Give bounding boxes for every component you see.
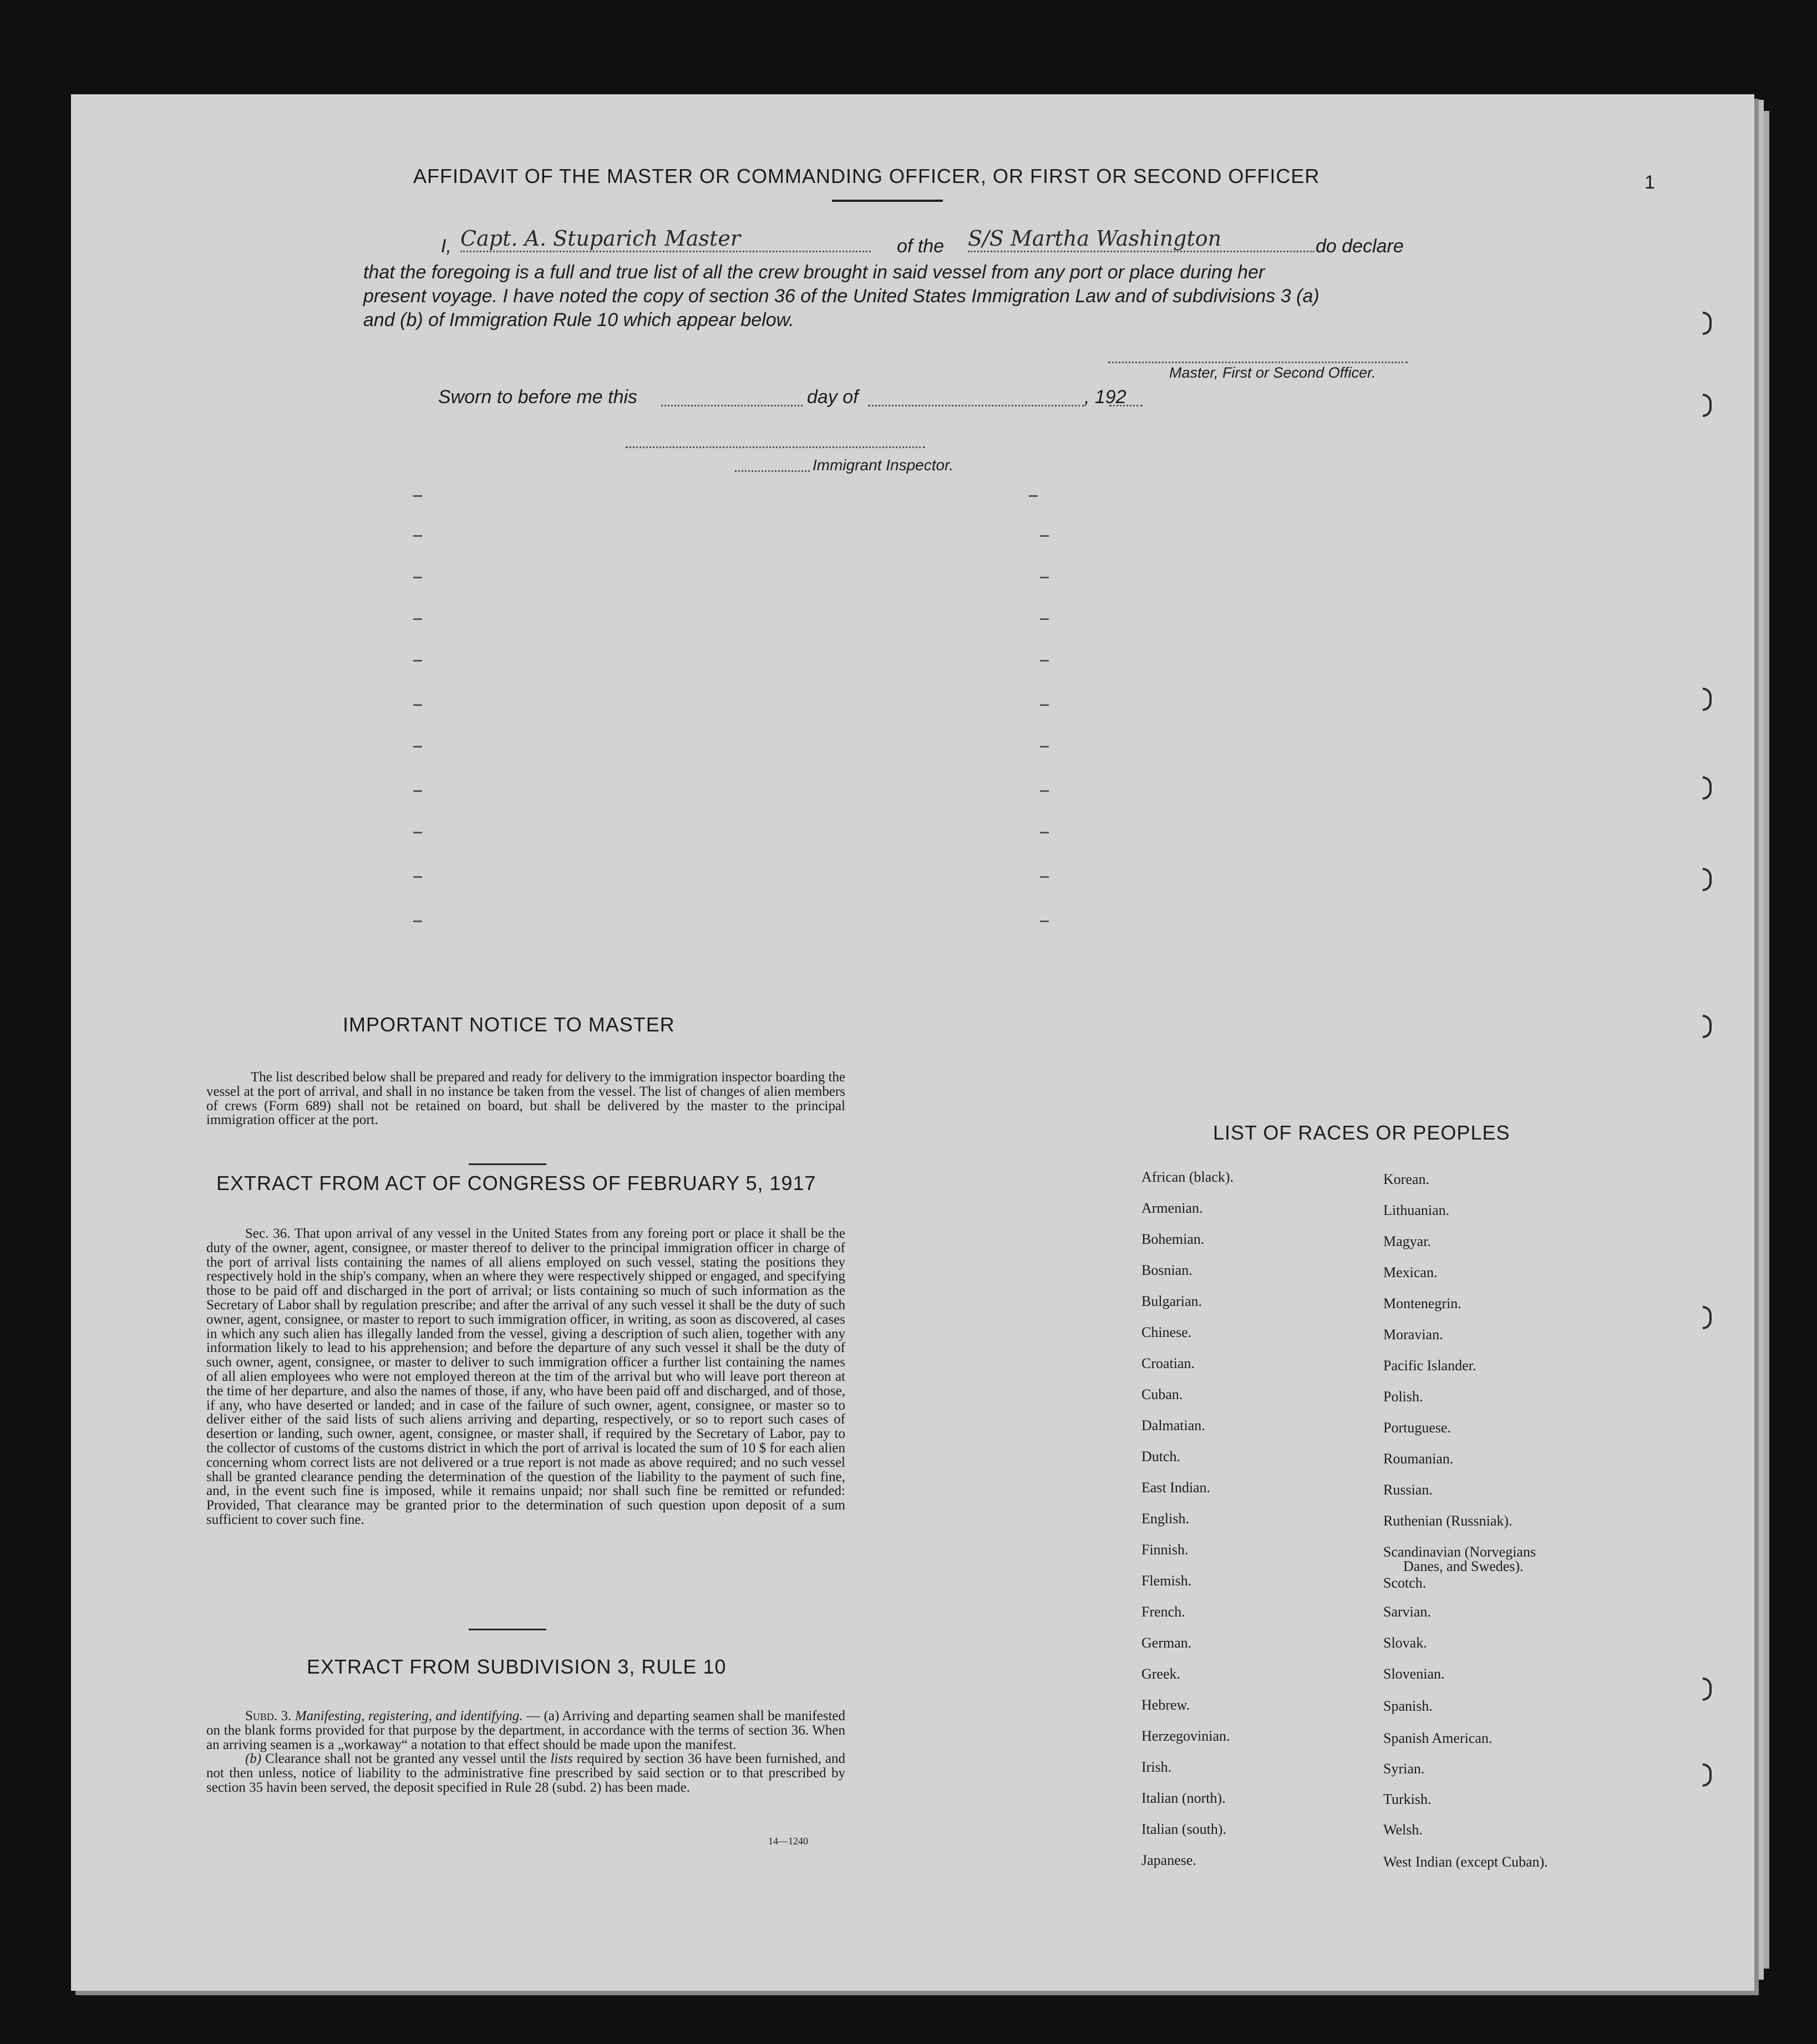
race-item: French.	[1141, 1604, 1185, 1620]
race-item: Welsh.	[1383, 1822, 1423, 1838]
year-line	[1109, 405, 1143, 406]
rule-body	[206, 1709, 845, 1795]
race-item: Italian (south).	[1141, 1821, 1227, 1837]
notice-title: IMPORTANT NOTICE TO MASTER	[343, 1013, 675, 1036]
race-item: West Indian (except Cuban).	[1383, 1854, 1548, 1870]
race-item: Magyar.	[1383, 1233, 1431, 1249]
race-item: German.	[1141, 1635, 1192, 1651]
race-item: Portuguese.	[1383, 1420, 1451, 1436]
race-item: Scandinavian (Norvegians	[1383, 1544, 1536, 1560]
race-item: Roumanian.	[1383, 1451, 1454, 1467]
race-item: East Indian.	[1141, 1479, 1211, 1496]
affidavit-do-declare: do declare	[1316, 236, 1404, 257]
subd-b-text: required by section 36 have been furnished, and not then unless, notice of liability to the administrative fine prescribed by said section or to that prescribed by section 35 havin been served, the deposit specified in Rule 28 (subd. 2) has been made.	[206, 1751, 846, 1795]
race-item: Lithuanian.	[1383, 1202, 1450, 1218]
sworn-text: Sworn to before me this	[438, 387, 638, 408]
race-item: Greek.	[1141, 1666, 1181, 1682]
race-item: Cuban.	[1141, 1386, 1183, 1402]
race-item: Spanish.	[1383, 1698, 1433, 1714]
notice-body: The list described below shall be prepared and ready for delivery to the immigration inspector boarding the vessel at the port of arrival, and shall in no instance be taken from the vessel. The list of changes of alien members of crews (Form 689) shall not be retained on board, but shall be delivered by the master to the principal immigration officer at the port.	[206, 1070, 845, 1128]
race-item: Korean.	[1383, 1171, 1430, 1187]
race-item: Montenegrin.	[1383, 1295, 1461, 1311]
race-item: Polish.	[1383, 1389, 1423, 1405]
divider	[469, 1163, 546, 1165]
divider	[469, 1629, 546, 1630]
subd-b-label: (b)	[245, 1751, 262, 1767]
document-page	[71, 94, 1754, 1991]
race-item: Danes, and Swedes).	[1403, 1558, 1524, 1574]
inspector-signature-line	[626, 446, 925, 448]
race-item: Italian (north).	[1141, 1790, 1226, 1806]
affidavit-title: AFFIDAVIT OF THE MASTER OR COMMANDING OFFICER, OR FIRST OR SECOND OFFICER	[413, 165, 1320, 187]
race-item: Slovenian.	[1383, 1666, 1445, 1682]
divider	[832, 200, 943, 202]
signature-caption: Master, First or Second Officer.	[1169, 364, 1376, 381]
inspector-dotline	[735, 470, 810, 472]
subd-label: Subd. 3.	[245, 1709, 292, 1723]
race-item: Croatian.	[1141, 1355, 1195, 1371]
race-item: Slovak.	[1383, 1635, 1427, 1651]
subd-b-text: Clearance shall not be granted any vessel until the	[265, 1751, 547, 1767]
race-item: Irish.	[1141, 1759, 1172, 1775]
year-text: , 192	[1084, 387, 1126, 408]
inspector-caption: Immigrant Inspector.	[813, 456, 954, 474]
race-item: Herzegovinian.	[1141, 1728, 1230, 1744]
master-name-handwritten: Capt. A. Stuparich Master	[460, 226, 871, 252]
form-number: 14—1240	[768, 1835, 808, 1847]
affidavit-line: that the foregoing is a full and true list of all the crew brought in said vessel from any port or place during her	[363, 262, 1265, 283]
race-item: Bosnian.	[1141, 1262, 1192, 1278]
act-title: EXTRACT FROM ACT OF CONGRESS OF FEBRUARY 5, 1917	[216, 1172, 816, 1194]
race-item: Ruthenian (Russniak).	[1383, 1513, 1513, 1529]
race-item: Bohemian.	[1141, 1231, 1205, 1247]
race-item: Pacific Islander.	[1383, 1357, 1476, 1374]
race-item: Japanese.	[1141, 1852, 1196, 1868]
race-item: Flemish.	[1141, 1573, 1192, 1589]
affidavit-line: present voyage. I have noted the copy of section 36 of the United States Immigration Law and of subdivisions 3 (a)	[363, 286, 1319, 307]
subd-heading: Manifesting, registering, and identifying.	[295, 1709, 523, 1723]
race-item: Armenian.	[1141, 1200, 1203, 1216]
race-item: Sarvian.	[1383, 1604, 1431, 1620]
race-item: Turkish.	[1383, 1791, 1432, 1807]
race-item: Moravian.	[1383, 1326, 1443, 1343]
subd-b-lists: lists	[550, 1751, 573, 1767]
sworn-day-line	[661, 405, 803, 406]
act-body: Sec. 36. That upon arrival of any vessel in the United States from any foreing port or place it shall be the duty of the owner, agent, consignee, or master thereof to deliver to the principal immigration officer in charge of the port of arrival lists containing the names of all aliens employed on such vessel, stating the positions they respectively hold in the ship's company, when an where they were respectively shipped or engaged, and specifying those to be paid off and discharged in the port of arrival; or lists containing so much of such information as the Secretary of Labor shall by regulation prescribe; and after the arrival of any such vessel it shall be the duty of such owner, agent, consignee, or master to report to such immigration officer, in writing, as soon as discovered, al cases in which any such alien has illegally landed from the vessel, giving a description of such alien, together with any information likely to lead to his apprehension; and before the departure of any such vessel it shall be the duty of such owner, agent, consignee, or master to deliver to such immigration officer a further list containing the names of all alien employees who were not employed thereon at the tim of the arrival but who will leave port thereon at the time of her departure, and also the names of those, if any, who have been paid off and discharged, and of those, if any, who have deserted or landed; and in case of the failure of such owner, agent, consignee, or master so to deliver either of the said lists of such aliens arriving and departing, respectively, or so to report such cases of desertion or landing, such owner, agent, consignee, or master shall, if required by the Secretary of Labor, pay to the collector of customs of the customs district in which the port of arrival is located the sum of 10 $ for each alien concerning whom correct lists are not delivered or a true report is not made as above required; and no such vessel shall be granted clearance pending the determination of the question of the liability to the payment of such fine, and, in the event such fine is imposed, while it remains unpaid; nor shall such fine be remitted or refunded: Provided, That clearance may be granted prior to the determination of such question upon deposit of a sum sufficient to cover such fine.	[206, 1226, 845, 1527]
race-item: Spanish American.	[1383, 1730, 1493, 1746]
page-mark: 1	[1645, 172, 1655, 193]
race-item: Dalmatian.	[1141, 1417, 1205, 1433]
race-item: Russian.	[1383, 1482, 1433, 1498]
affidavit-i: I,	[441, 236, 451, 257]
affidavit-line: and (b) of Immigration Rule 10 which appear below.	[363, 309, 794, 331]
race-item: Mexican.	[1383, 1264, 1438, 1280]
sworn-month-line	[868, 405, 1084, 406]
subd-a-text: — (a) Arriving and departing seamen shall be manifested on the blank forms provided for that purpose by the department, in accordance with the terms of section 36. When an arriving seamen is a „workaway“ a notation to that effect should be made upon the manifest.	[206, 1709, 845, 1752]
race-item: Finnish.	[1141, 1542, 1189, 1558]
race-item: African (black).	[1141, 1169, 1234, 1185]
race-item: Syrian.	[1383, 1761, 1425, 1777]
day-of-text: day of	[807, 387, 859, 408]
rule-title: EXTRACT FROM SUBDIVISION 3, RULE 10	[307, 1655, 727, 1678]
race-item: Dutch.	[1141, 1448, 1181, 1465]
race-item: Hebrew.	[1141, 1697, 1190, 1713]
signature-line	[1108, 362, 1408, 363]
race-item: Bulgarian.	[1141, 1293, 1202, 1309]
race-item: English.	[1141, 1511, 1189, 1527]
race-item: Chinese.	[1141, 1324, 1192, 1340]
vessel-name-handwritten: S/S Martha Washington	[968, 226, 1314, 252]
race-item: Scotch.	[1383, 1575, 1427, 1591]
races-title: LIST OF RACES OR PEOPLES	[1213, 1121, 1510, 1144]
affidavit-of-the: of the	[897, 236, 945, 257]
